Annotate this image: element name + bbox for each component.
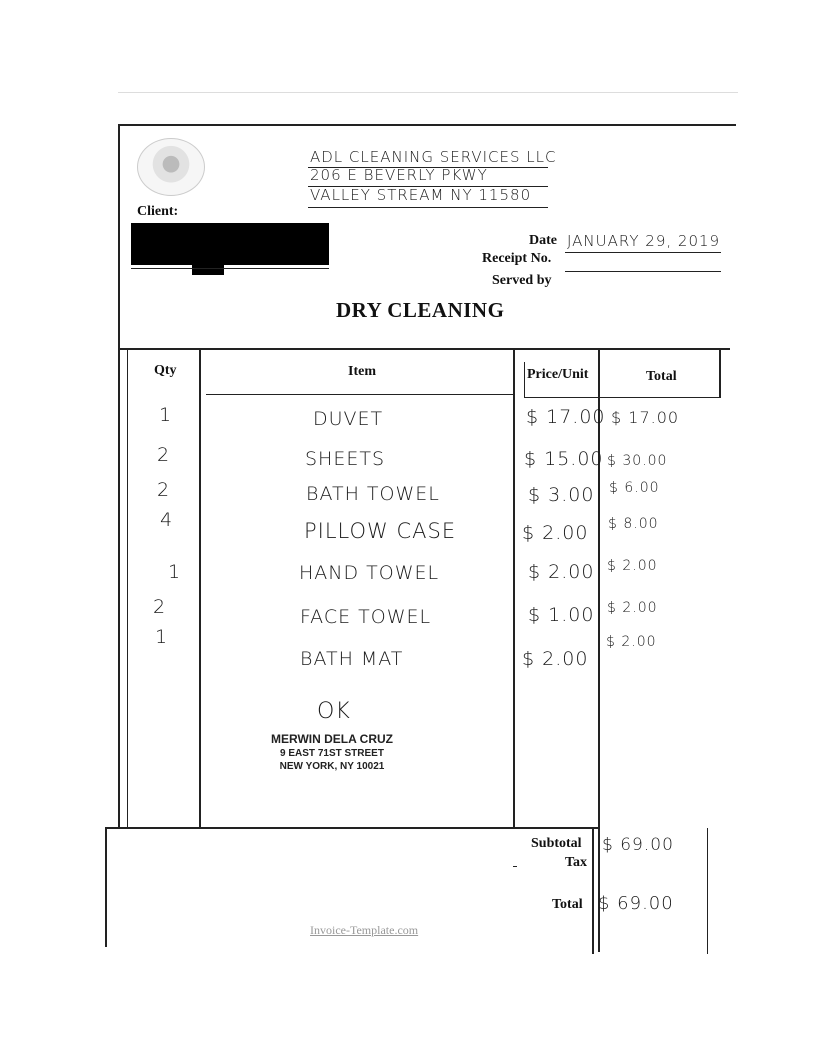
subtotal-value: $ 69.00 <box>602 835 674 855</box>
row-2-item: SHEETS <box>305 448 386 470</box>
row-6-total: $ 2.00 <box>607 600 658 616</box>
date-label: Date <box>529 233 557 248</box>
stamp-street: 9 EAST 71ST STREET <box>280 748 384 759</box>
table-left-inner <box>127 348 128 828</box>
client-underline <box>131 268 329 269</box>
row-2-price: $ 15.00 <box>524 448 604 470</box>
header-total: Total <box>646 369 677 384</box>
header-price: Price/Unit <box>527 367 589 382</box>
row-5-price: $ 2.00 <box>528 561 595 583</box>
row-6-price: $ 1.00 <box>528 604 595 626</box>
row-1-qty: 1 <box>159 404 173 426</box>
row-4-total: $ 8.00 <box>608 516 659 532</box>
row-1-price: $ 17.00 <box>526 406 606 428</box>
row-7-total: $ 2.00 <box>606 634 657 650</box>
row-1-item: DUVET <box>313 408 384 430</box>
header-bottom-left <box>206 394 514 395</box>
total-divider <box>592 828 594 954</box>
row-3-qty: 2 <box>157 479 171 501</box>
client-redaction <box>131 223 329 265</box>
company-name: ADL CLEANING SERVICES LLC <box>310 148 557 166</box>
tax-label: Tax <box>565 855 588 870</box>
row-6-item: FACE TOWEL <box>300 606 432 628</box>
lower-left-border <box>105 827 107 947</box>
table-bottom <box>105 827 599 829</box>
row-4-price: $ 2.00 <box>522 522 589 544</box>
stamp-city: NEW YORK, NY 10021 <box>279 761 385 772</box>
footer-watermark: Invoice-Template.com <box>310 923 419 937</box>
header-bottom-right <box>524 397 720 398</box>
header-item: Item <box>348 364 376 379</box>
row-6-qty: 2 <box>153 596 167 618</box>
frame-top <box>118 124 736 126</box>
company-logo <box>137 138 205 196</box>
row-3-price: $ 3.00 <box>528 484 595 506</box>
company-address1: 206 E BEVERLY PKWY <box>310 166 488 184</box>
row-5-qty: 1 <box>168 561 182 583</box>
row-7-qty: 1 <box>155 626 169 648</box>
row-3-item: BATH TOWEL <box>306 483 440 505</box>
row-5-item: HAND TOWEL <box>299 562 440 584</box>
date-value: JANUARY 29, 2019 <box>567 232 721 250</box>
row-1-total: $ 17.00 <box>611 408 680 427</box>
price-header-left <box>524 362 525 398</box>
row-2-qty: 2 <box>157 444 171 466</box>
page-title: DRY CLEANING <box>336 298 505 322</box>
table-div-item <box>513 350 515 828</box>
table-div-qty <box>199 350 201 828</box>
row-5-total: $ 2.00 <box>607 558 658 574</box>
stamp-name: MERWIN DELA CRUZ <box>271 732 393 746</box>
company-address2: VALLEY STREAM NY 11580 <box>310 186 532 204</box>
row-7-price: $ 2.00 <box>522 648 589 670</box>
table-top <box>118 348 730 350</box>
frame-left <box>118 124 120 350</box>
subtotal-label: Subtotal <box>531 836 582 851</box>
table-right <box>719 350 721 398</box>
subtotal-right <box>707 828 708 954</box>
row-4-item: PILLOW CASE <box>304 519 457 543</box>
row-2-total: $ 30.00 <box>607 453 668 469</box>
row-4-qty: 4 <box>160 509 174 531</box>
receipt-label: Receipt No. <box>482 251 552 266</box>
company-address2-underline <box>308 207 548 208</box>
date-underline <box>565 252 721 253</box>
table-left-outer <box>118 348 120 828</box>
client-label: Client: <box>137 204 179 219</box>
scan-mark <box>118 92 738 93</box>
header-qty: Qty <box>154 363 177 378</box>
approval-note: OK <box>317 699 351 724</box>
receipt-underline <box>565 271 721 272</box>
tax-dash <box>513 866 517 867</box>
total-label: Total <box>552 897 583 912</box>
served-label: Served by <box>492 273 552 288</box>
table-div-price <box>598 350 600 952</box>
row-3-total: $ 6.00 <box>609 480 660 496</box>
row-7-item: BATH MAT <box>300 648 404 670</box>
total-value: $ 69.00 <box>598 893 674 914</box>
